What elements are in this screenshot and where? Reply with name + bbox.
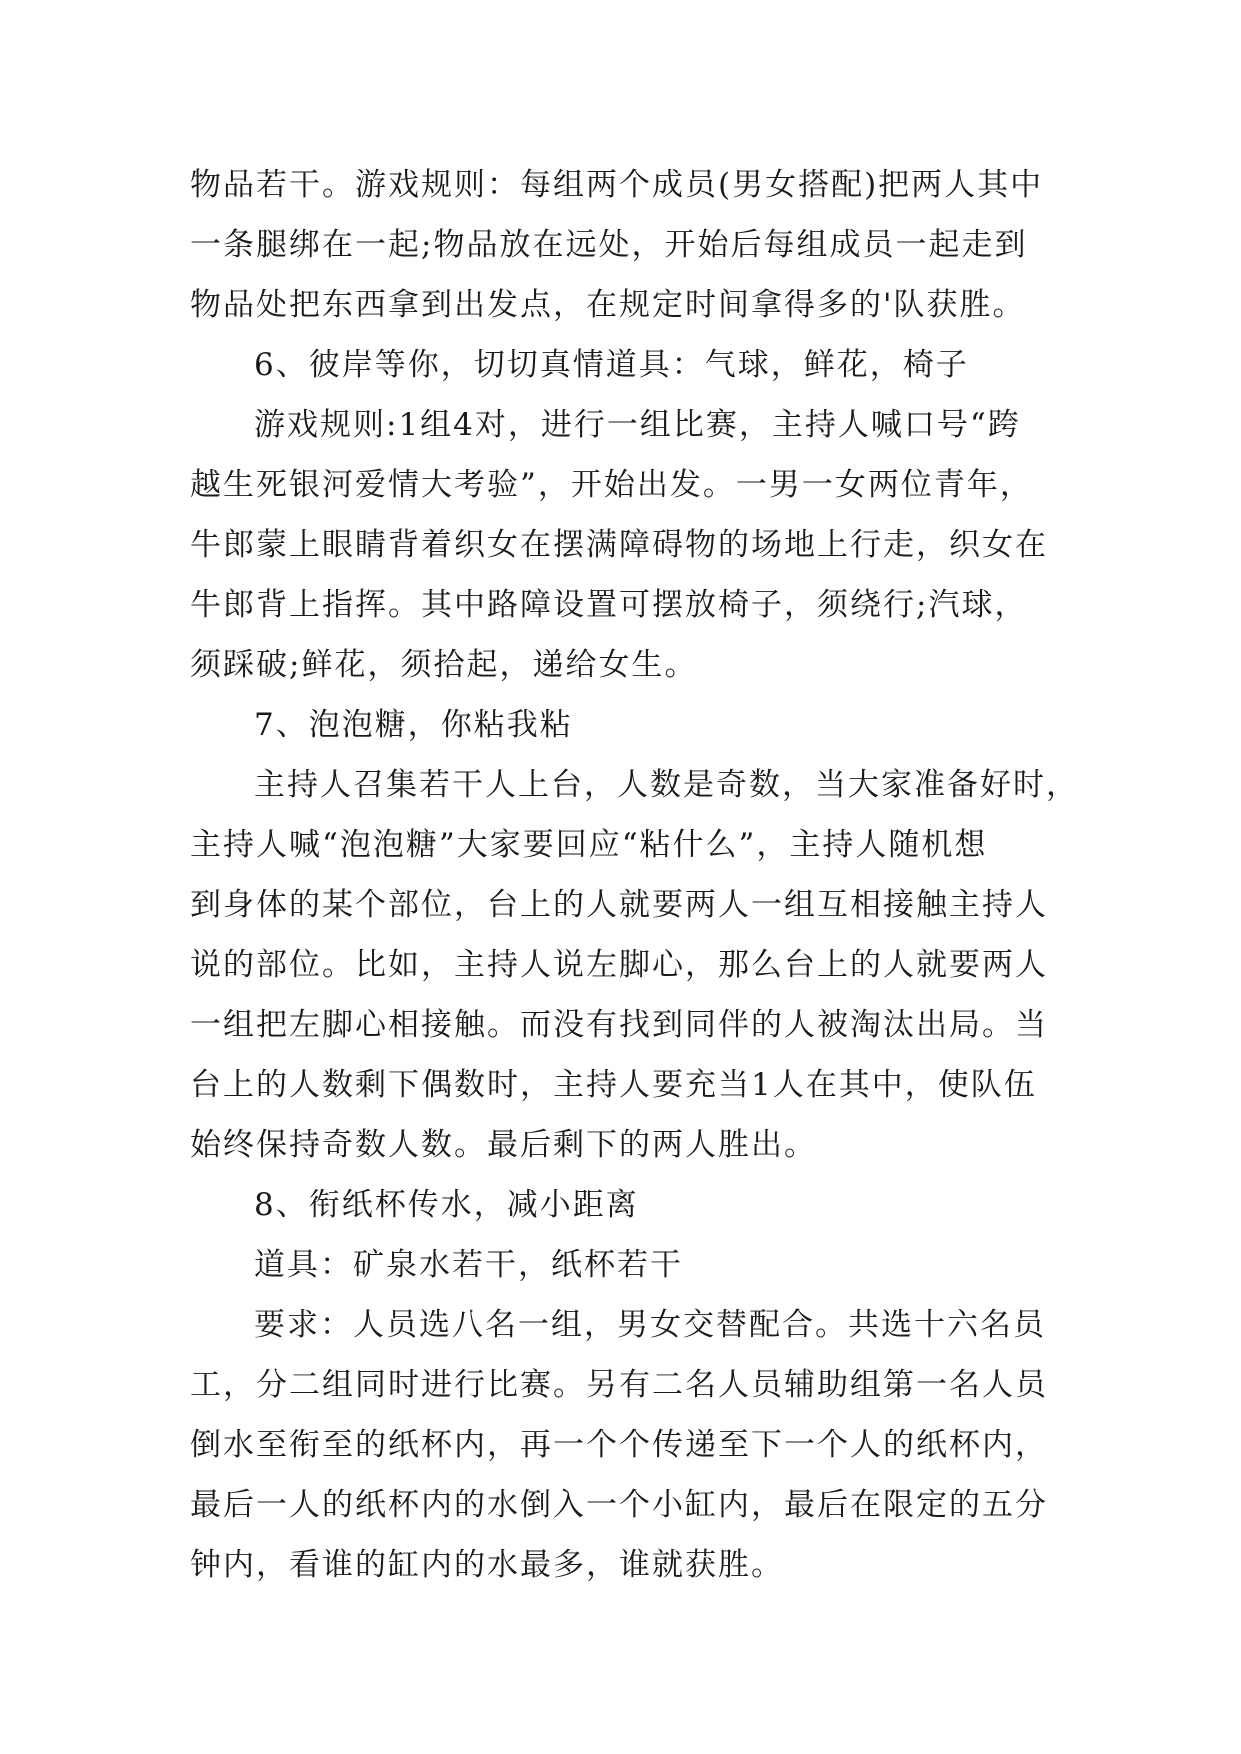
text-line: 一条腿绑在一起;物品放在远处，开始后每组成员一起走到 bbox=[190, 227, 1028, 263]
text-line: 越生死银河爱情大考验”，开始出发。一男一女两位青年， bbox=[190, 467, 1033, 503]
document-body bbox=[190, 155, 1079, 1595]
text-line: 须踩破;鲜花，须拾起，递给女生。 bbox=[190, 647, 698, 683]
text-line: 钟内，看谁的缸内的水最多，谁就获胜。 bbox=[190, 1547, 784, 1583]
text-line: 主持人召集若干人上台，人数是奇数，当大家准备好时， bbox=[254, 767, 1079, 803]
text-line: 要求：人员选八名一组，男女交替配合。共选十六名员 bbox=[254, 1307, 1046, 1343]
text-line: 倒水至衔至的纸杯内，再一个个传递至下一个人的纸杯内， bbox=[190, 1427, 1048, 1463]
text-line: 一组把左脚心相接触。而没有找到同伴的人被淘汰出局。当 bbox=[190, 1007, 1048, 1043]
text-line: 道具：矿泉水若干，纸杯若干 bbox=[254, 1247, 683, 1283]
text-line: 台上的人数剩下偶数时，主持人要充当1人在其中，使队伍 bbox=[190, 1067, 1037, 1103]
text-line: 说的部位。比如，主持人说左脚心，那么台上的人就要两人 bbox=[190, 947, 1048, 983]
section-heading-7: 7、泡泡糖，你粘我粘 bbox=[254, 707, 573, 743]
section-heading-6: 6、彼岸等你，切切真情道具：气球，鲜花，椅子 bbox=[254, 347, 969, 383]
text-line: 游戏规则:1组4对，进行一组比赛，主持人喊口号“跨 bbox=[254, 407, 1021, 443]
text-line: 牛郎蒙上眼睛背着织女在摆满障碍物的场地上行走，织女在 bbox=[190, 527, 1048, 563]
text-line: 最后一人的纸杯内的水倒入一个小缸内，最后在限定的五分 bbox=[190, 1487, 1048, 1523]
text-line: 物品若干。游戏规则：每组两个成员(男女搭配)把两人其中 bbox=[190, 167, 1044, 203]
text-line: 物品处把东西拿到出发点，在规定时间拿得多的'队获胜。 bbox=[190, 287, 1026, 323]
text-line: 主持人喊“泡泡糖”大家要回应“粘什么”，主持人随机想 bbox=[190, 827, 988, 863]
section-heading-8: 8、衔纸杯传水，减小距离 bbox=[254, 1187, 639, 1223]
text-line: 牛郎背上指挥。其中路障设置可摆放椅子，须绕行;汽球， bbox=[190, 587, 1028, 623]
text-line: 工，分二组同时进行比赛。另有二名人员辅助组第一名人员 bbox=[190, 1367, 1048, 1403]
text-line: 始终保持奇数人数。最后剩下的两人胜出。 bbox=[190, 1127, 817, 1163]
text-line: 到身体的某个部位，台上的人就要两人一组互相接触主持人 bbox=[190, 887, 1048, 923]
